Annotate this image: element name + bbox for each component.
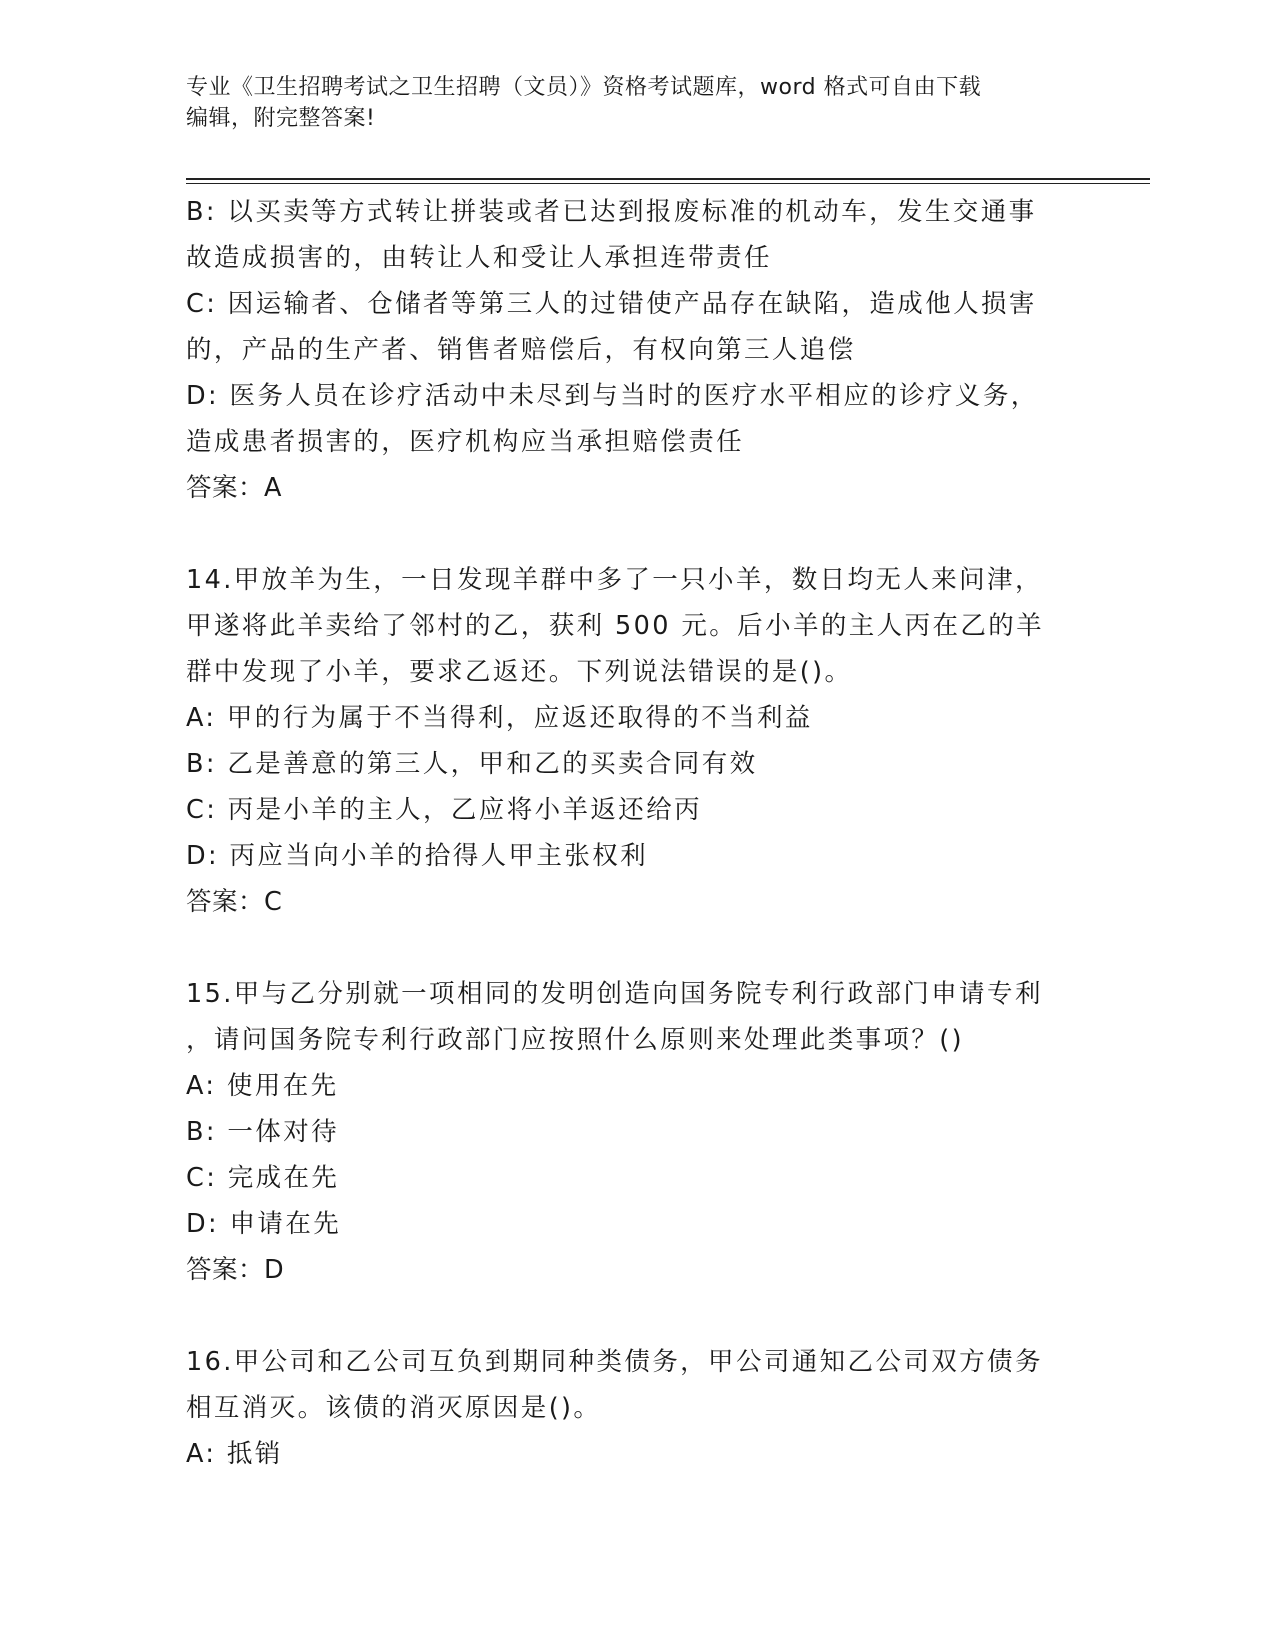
option-b: B: 乙是善意的第三人，甲和乙的买卖合同有效 — [186, 749, 758, 779]
option-a: A: 抵销 — [186, 1439, 283, 1469]
option-a: A: 使用在先 — [186, 1071, 339, 1101]
option-c: C: 丙是小羊的主人，乙应将小羊返还给丙 — [186, 795, 703, 825]
header-line-1: 专业《卫生招聘考试之卫生招聘（文员）》资格考试题库，word 格式可自由下载 — [186, 75, 982, 100]
header-divider-thick — [186, 178, 1150, 180]
question-stem-line-2: 甲遂将此羊卖给了邻村的乙，获利 500 元。后小羊的主人丙在乙的羊 — [186, 611, 1045, 641]
question-13-tail — [186, 189, 1086, 511]
answer: 答案：C — [186, 887, 283, 917]
option-c: C: 完成在先 — [186, 1163, 340, 1193]
question-15 — [186, 971, 1086, 1293]
option-a: A: 甲的行为属于不当得利，应返还取得的不当利益 — [186, 703, 813, 733]
question-16 — [186, 1339, 1086, 1477]
document-header — [186, 72, 1066, 134]
header-line-2: 编辑，附完整答案! — [186, 106, 376, 131]
spacer — [186, 1293, 1086, 1339]
option-b: B: 一体对待 — [186, 1117, 339, 1147]
option-c-line-2: 的，产品的生产者、销售者赔偿后，有权向第三人追偿 — [186, 335, 856, 365]
question-stem-line-3: 群中发现了小羊，要求乙返还。下列说法错误的是()。 — [186, 657, 853, 687]
question-stem-line-1: 16.甲公司和乙公司互负到期同种类债务，甲公司通知乙公司双方债务 — [186, 1347, 1043, 1377]
option-b-line-2: 故造成损害的，由转让人和受让人承担连带责任 — [186, 243, 772, 273]
option-d-line-2: 造成患者损害的，医疗机构应当承担赔偿责任 — [186, 427, 745, 457]
answer: 答案：D — [186, 1255, 285, 1285]
question-stem-line-2: ，请问国务院专利行政部门应按照什么原则来处理此类事项？() — [186, 1025, 964, 1055]
question-stem-line-1: 14.甲放羊为生，一日发现羊群中多了一只小羊，数日均无人来问津， — [186, 565, 1043, 595]
option-d: D: 丙应当向小羊的拾得人甲主张权利 — [186, 841, 649, 871]
question-stem-line-1: 15.甲与乙分别就一项相同的发明创造向国务院专利行政部门申请专利 — [186, 979, 1043, 1009]
question-content — [186, 189, 1086, 1477]
option-d-line-1: D: 医务人员在诊疗活动中未尽到与当时的医疗水平相应的诊疗义务， — [186, 381, 1039, 411]
question-14 — [186, 557, 1086, 925]
option-b-line-1: B: 以买卖等方式转让拼装或者已达到报废标准的机动车，发生交通事 — [186, 197, 1037, 227]
option-d: D: 申请在先 — [186, 1209, 342, 1239]
question-stem-line-2: 相互消灭。该债的消灭原因是()。 — [186, 1393, 602, 1423]
answer: 答案：A — [186, 473, 282, 503]
spacer — [186, 925, 1086, 971]
spacer — [186, 511, 1086, 557]
header-divider-thin — [186, 183, 1150, 184]
option-c-line-1: C: 因运输者、仓储者等第三人的过错使产品存在缺陷，造成他人损害 — [186, 289, 1037, 319]
